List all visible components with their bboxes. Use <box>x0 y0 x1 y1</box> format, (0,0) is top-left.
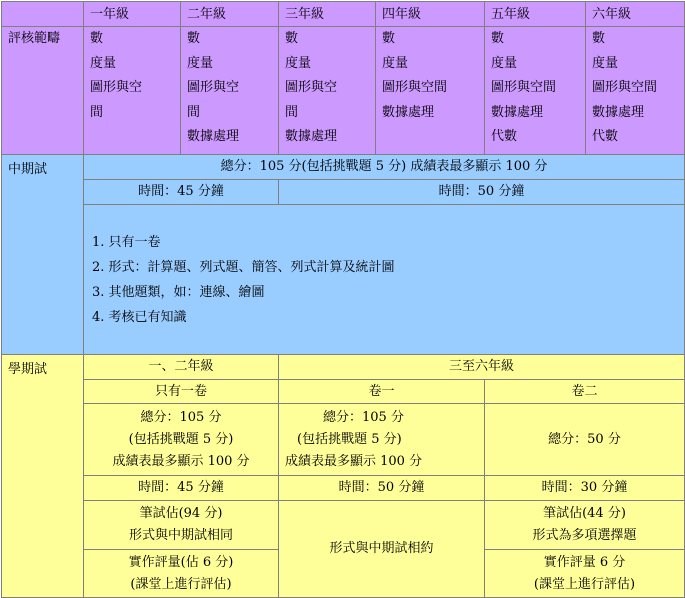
scope-item: 度量 <box>187 55 214 71</box>
corner-cell <box>2 2 84 27</box>
midterm-items <box>84 205 685 355</box>
format-paper-one: 形式與中期試相約 <box>279 501 485 598</box>
midterm-time-junior: 時間：45 分鐘 <box>84 180 279 205</box>
scope-item: 數據處理 <box>592 104 645 120</box>
term-group-row <box>2 355 685 380</box>
midterm-item: 3. 其他題類，如：連線、繪圖 <box>92 284 265 300</box>
score-paper-one <box>279 404 485 476</box>
midterm-time-row <box>2 180 685 205</box>
time-paper-one: 時間：50 分鐘 <box>279 476 485 501</box>
scope-item: 數 <box>491 31 505 46</box>
midterm-time-senior: 時間：50 分鐘 <box>279 180 685 205</box>
scope-item: 代數 <box>592 129 619 144</box>
scope-cell-grade-6 <box>586 27 685 155</box>
scope-cell-grade-1 <box>84 27 181 155</box>
practical-paper-two <box>485 550 685 598</box>
assessment-table <box>1 1 685 598</box>
scope-item: 圖形與空間 <box>592 80 658 95</box>
scope-item: 度量 <box>285 55 312 71</box>
score-line: 成績表最多顯示 100 分 <box>285 453 423 469</box>
scope-item: 圖形與空間 <box>382 80 448 95</box>
score-line: (包括挑戰題 5 分) <box>297 431 402 447</box>
score-paper-two: 總分：50 分 <box>485 404 685 476</box>
scope-cell-grade-2 <box>181 27 279 155</box>
scope-item: 圖形與空 <box>285 80 338 95</box>
score-line: 總分：105 分 <box>140 409 222 425</box>
time-junior: 時間：45 分鐘 <box>84 476 279 501</box>
grade-header: 二年級 <box>181 2 279 27</box>
scope-item: 間 <box>187 104 201 120</box>
midterm-item: 1. 只有一卷 <box>92 234 161 250</box>
time-paper-two: 時間：30 分鐘 <box>485 476 685 501</box>
term-time-row <box>2 476 685 501</box>
term-group-senior: 三至六年級 <box>279 355 685 380</box>
written-line: 筆試佔(94 分) <box>139 506 223 521</box>
paper-junior: 只有一卷 <box>84 380 279 404</box>
grade-header: 六年級 <box>586 2 685 27</box>
practical-line: (課堂上進行評估) <box>533 576 636 592</box>
scope-cell-grade-5 <box>485 27 586 155</box>
score-line: (包括挑戰題 5 分) <box>128 431 234 447</box>
grade-header: 五年級 <box>485 2 586 27</box>
scope-item: 數 <box>187 31 201 46</box>
grade-header: 一年級 <box>84 2 181 27</box>
score-line: 成績表最多顯示 100 分 <box>112 453 250 469</box>
scope-item: 圖形與空 <box>187 80 240 95</box>
scope-item: 間 <box>285 104 299 120</box>
grade-header: 四年級 <box>376 2 485 27</box>
scope-item: 度量 <box>382 55 409 71</box>
scope-item: 數 <box>382 31 396 46</box>
score-line: 總分：105 分 <box>323 409 404 425</box>
written-line: 筆試佔(44 分) <box>543 506 626 521</box>
scope-item: 數據處理 <box>187 129 240 144</box>
term-paper-row <box>2 380 685 404</box>
scope-cell-grade-4 <box>376 27 485 155</box>
score-junior <box>84 404 279 476</box>
scope-item: 代數 <box>491 129 518 144</box>
paper-one: 卷一 <box>279 380 485 404</box>
scope-item: 數據處理 <box>382 104 435 120</box>
practical-junior <box>84 550 279 598</box>
scope-item: 度量 <box>491 55 518 71</box>
midterm-total-row <box>2 155 685 180</box>
grade-header-row <box>2 2 685 27</box>
scope-item: 數 <box>285 31 299 46</box>
written-line: 形式為多項選擇題 <box>532 528 637 543</box>
written-line: 形式與中期試相同 <box>128 528 233 543</box>
scope-item: 數 <box>592 31 606 46</box>
midterm-items-row <box>2 205 685 355</box>
term-written-row <box>2 501 685 550</box>
midterm-label: 中期試 <box>2 155 84 355</box>
term-group-junior: 一、二年級 <box>84 355 279 380</box>
term-exam-label: 學期試 <box>2 355 84 598</box>
paper-two: 卷二 <box>485 380 685 404</box>
scope-item: 度量 <box>90 55 117 71</box>
midterm-item: 2. 形式：計算題、列式題、簡答、列式計算及統計圖 <box>92 259 395 275</box>
scope-item: 度量 <box>592 55 619 71</box>
written-paper-two <box>485 501 685 550</box>
scope-item: 數據處理 <box>285 129 338 144</box>
scope-item: 數據處理 <box>491 104 544 120</box>
practical-line: 實作評量 6 分 <box>543 554 626 570</box>
scope-cell-grade-3 <box>279 27 376 155</box>
midterm-total-note: 總分：105 分(包括挑戰題 5 分) 成績表最多顯示 100 分 <box>84 155 685 180</box>
practical-line: 實作評量(佔 6 分) <box>128 554 234 570</box>
scope-label-text: 評核範疇 <box>8 31 61 46</box>
assessment-scope-row <box>2 27 685 155</box>
scope-item: 間 <box>90 104 104 120</box>
written-junior <box>84 501 279 550</box>
term-score-row <box>2 404 685 476</box>
midterm-item: 4. 考核已有知識 <box>92 309 187 325</box>
practical-line: (課堂上進行評估) <box>130 576 232 592</box>
scope-item: 圖形與空 <box>90 80 143 95</box>
scope-item: 圖形與空間 <box>491 80 557 95</box>
scope-item: 數 <box>90 31 104 46</box>
scope-label <box>2 27 84 155</box>
grade-header: 三年級 <box>279 2 376 27</box>
